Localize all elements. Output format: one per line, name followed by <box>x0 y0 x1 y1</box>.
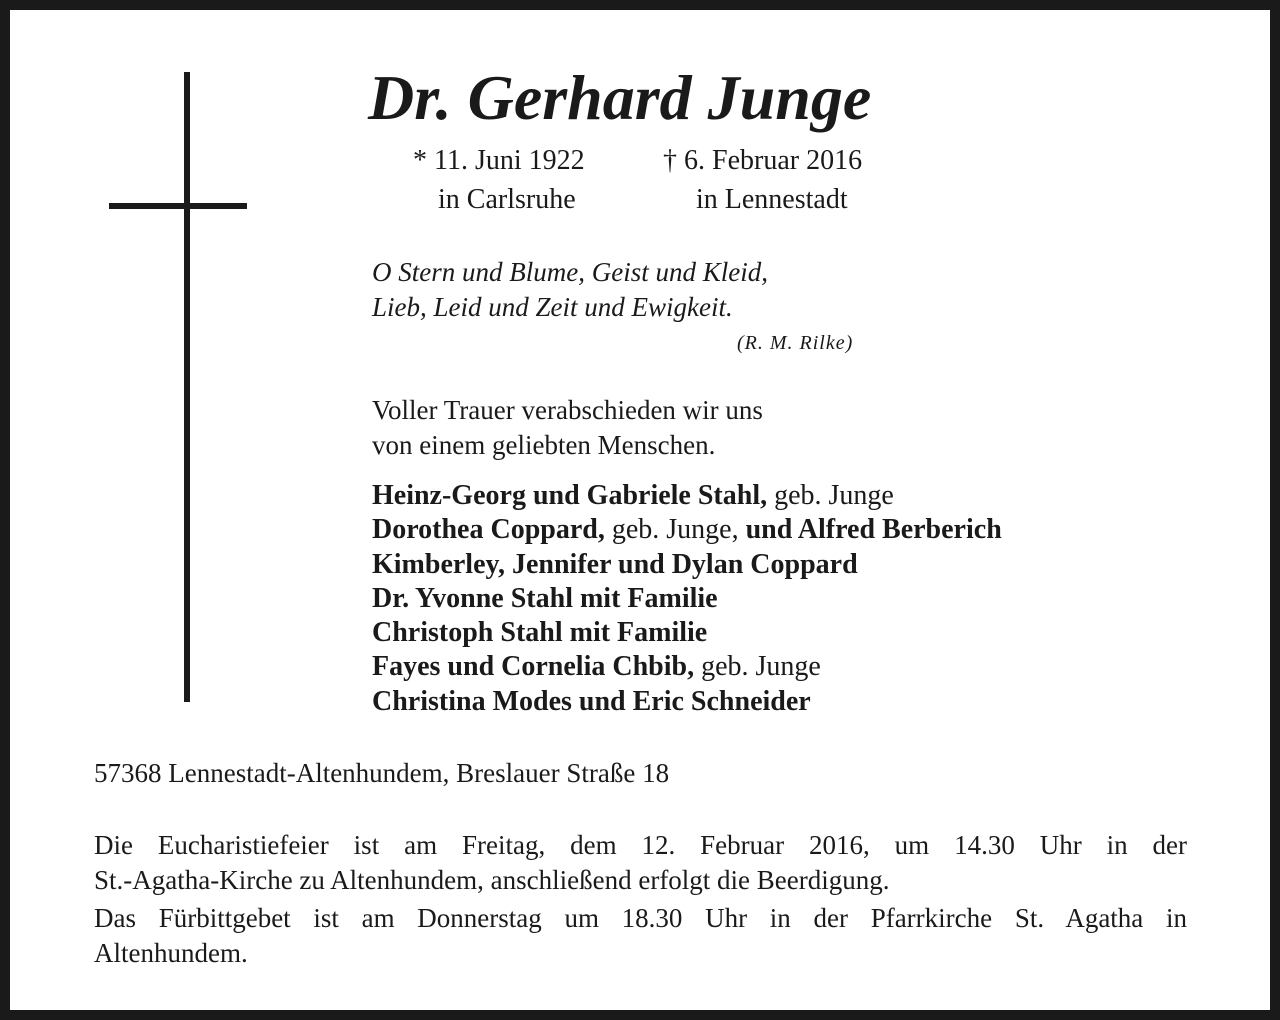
mourner-line <box>372 685 1002 719</box>
cross-icon <box>184 72 190 702</box>
service-line: Das Fürbittgebet ist am Donnerstag um 18.30 Uhr in der Pfarrkirche St. Agatha in <box>94 903 1187 933</box>
mourner-name: Dr. Yvonne Stahl mit Familie <box>372 582 718 614</box>
quote-line: O Stern und Blume, Geist und Kleid, <box>372 257 768 287</box>
service-line: St.-Agatha-Kirche zu Altenhundem, anschließend erfolgt die Beerdigung. <box>94 865 890 895</box>
death-date: † 6. Februar 2016 <box>663 145 863 176</box>
rilke-quote <box>372 255 768 325</box>
birth-place: in Carlsruhe <box>438 184 576 215</box>
death-place: in Lennestadt <box>696 184 848 215</box>
mourning-line: von einem geliebten Menschen. <box>372 430 716 460</box>
service-line: Die Eucharistiefeier ist am Freitag, dem 12. Februar 2016, um 14.30 Uhr in der <box>94 830 1187 860</box>
birth-date: * 11. Juni 1922 <box>413 145 585 176</box>
mourning-statement <box>372 393 763 463</box>
mourner-line <box>372 548 1002 582</box>
funeral-mass-info <box>94 828 1187 898</box>
mourner-suffix: geb. Junge, <box>604 514 739 546</box>
mourner-suffix: geb. Junge <box>694 651 821 683</box>
mourner-name: Kimberley, Jennifer und Dylan Coppard <box>372 548 858 580</box>
mourners-list <box>372 479 1002 719</box>
mourner-extra: und Alfred Berberich <box>738 514 1002 546</box>
service-line: Altenhundem. <box>94 938 248 968</box>
mourner-name: Fayes und Cornelia Chbib, <box>372 651 695 683</box>
cross-icon-bar <box>109 203 247 209</box>
deceased-name: Dr. Gerhard Junge <box>368 62 872 133</box>
mourner-name: Christina Modes und Eric Schneider <box>372 685 811 717</box>
mourning-line: Voller Trauer verabschieden wir uns <box>372 395 763 425</box>
family-address: 57368 Lennestadt-Altenhundem, Breslauer Straße 18 <box>94 758 670 788</box>
mourner-name: Dorothea Coppard, <box>372 514 605 546</box>
quote-source: (R. M. Rilke) <box>737 332 854 354</box>
mourner-line <box>372 479 1002 513</box>
quote-line: Lieb, Leid und Zeit und Ewigkeit. <box>372 292 733 322</box>
mourner-name: Christoph Stahl mit Familie <box>372 617 708 649</box>
mourner-suffix: geb. Junge <box>767 480 894 511</box>
mourner-name: Heinz-Georg und Gabriele Stahl, <box>372 480 768 511</box>
prayer-service-info <box>94 901 1187 971</box>
mourner-line <box>372 582 1002 616</box>
mourner-line <box>372 616 1002 650</box>
mourner-line <box>372 650 1002 684</box>
mourner-line <box>372 513 1002 547</box>
